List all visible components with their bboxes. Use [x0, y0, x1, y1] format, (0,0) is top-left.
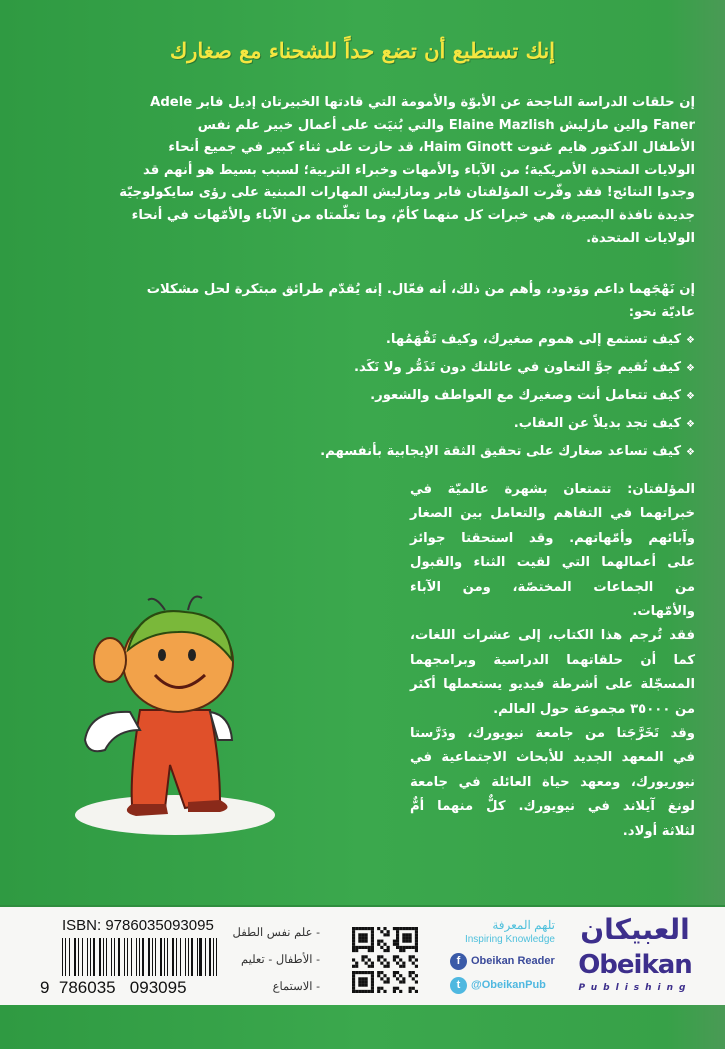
bullet-text: كيف تتعامل أنت وصغيرك مع العواطف والشعور. [370, 388, 682, 403]
text-line: المسجّلة على أشرطة فيديو يستعملها أكثر [410, 677, 695, 693]
barcode-bar [139, 938, 140, 976]
social-block [450, 917, 555, 994]
barcode-bar [191, 938, 192, 976]
text-line: وآبائهم وأمّهاتهم. وقد استحقتا جوائز [410, 530, 695, 546]
text-line: في المعهد الجديد للأبحاث الاجتماعية في [410, 750, 695, 766]
barcode-bar [160, 938, 161, 976]
barcode-bar [131, 938, 132, 976]
barcode-bar [209, 938, 210, 976]
footer-band [0, 905, 725, 1005]
barcode-bar [213, 938, 214, 976]
barcode-bar [82, 938, 83, 976]
bullet-item [75, 354, 695, 382]
bullet-icon: ❖ [686, 363, 695, 374]
cover-headline: إنك تستطيع أن تضع حداً للشحناء مع صغارك [169, 38, 556, 63]
barcode-bar [65, 938, 66, 976]
bullet-item [75, 410, 695, 438]
text-line: عاديّة نحو: [628, 304, 695, 320]
cartoon-child-illustration [70, 590, 285, 840]
bullet-text: كيف تُقيم جوَّ التعاون في عائلتك دون تَذَمُّر ولا نَكَد. [353, 360, 682, 375]
intro-paragraph [75, 92, 695, 250]
barcode-bar [148, 938, 149, 976]
text-line: الولايات المتحدة الأمريكية؛ من الآباء والأمهات وخبراء التربية؛ لسبب بسيط هو أنهم قد [142, 162, 695, 178]
text-line: الأطفال الدكتور هايم غنوت Haim Ginott، قد حازت على ثناء كبير في جميع أنحاء [168, 140, 695, 156]
bullet-list [75, 326, 695, 466]
authors-paragraph [410, 478, 695, 844]
barcode-bar [142, 938, 144, 976]
barcode-bar [74, 938, 76, 976]
barcode-bar [167, 938, 168, 976]
barcode-bar [93, 938, 94, 976]
bullet-icon: ❖ [686, 447, 695, 458]
barcode-bar [69, 938, 70, 976]
text-line: على أعمالهما التي لقيت الثناء والقبول [410, 555, 695, 571]
barcode-digits: 9 786035 093095 [40, 978, 187, 997]
text-line: Faner والين مازليش Elaine Mazlish والتي بُنيَت على أعمال خبير علم نفس [197, 117, 695, 133]
text-line: نيوريورك، ومعهد حياة العائلة في جامعة [410, 774, 695, 790]
text-line: كما أن حلقاتهما الدراسية وبرامجهما [410, 652, 695, 668]
tagline-arabic: تلهم المعرفة [492, 918, 555, 932]
bullet-item [75, 326, 695, 354]
obeikan-logo [575, 911, 695, 995]
text-line: جديدة نافذة البصيرة، هي خبرات كل منهما كأمّ، وما تعلّمتاه من الآباء والأمّهات في أنحاء [131, 207, 695, 223]
bullet-text: كيف تساعد صغارك على تحقيق الثقة الإيجابية بأنفسهم. [320, 444, 682, 459]
barcode-bar [118, 938, 120, 976]
text-line: فقد تُرجم هذا الكتاب، إلى عشرات اللغات، [410, 628, 695, 644]
bullet-icon: ❖ [686, 419, 695, 430]
bullet-text: كيف تجد بديلاً عن العقاب. [513, 416, 682, 431]
text-line: لثلاثة أولاد. [622, 823, 695, 839]
logo-english: Obeikan [578, 950, 692, 980]
barcode [62, 938, 220, 976]
barcode-bar [152, 938, 153, 976]
barcode-bar [99, 938, 101, 976]
text-line: من الجماعات المختصّة، ومن الآباء [410, 579, 695, 595]
text-line: المؤلفتان: تتمتعان بشهرة عالميّة في [410, 482, 695, 497]
text-line: وقد تَخَرَّجَتا من جامعة نيويورك، ودَرَّستا [410, 726, 695, 742]
text-line: لونغ آيلاند في نيويورك. كلٌّ منهما أمٌّ [410, 799, 695, 815]
barcode-bar [180, 938, 181, 976]
twitter-icon: t [450, 977, 467, 994]
barcode-bar [155, 938, 156, 976]
barcode-bar [62, 938, 63, 976]
barcode-bar [176, 938, 177, 976]
bullet-item [75, 438, 695, 466]
barcode-bar [136, 938, 137, 976]
barcode-bar [216, 938, 217, 976]
text-line: خبراتهما في التفاهم والتعامل بين الصغار [410, 506, 695, 522]
text-line: من ٣٥٠٠٠ مجموعة حول العالم. [493, 701, 695, 717]
text-line: والأمّهات. [632, 604, 695, 620]
bullet-icon: ❖ [686, 391, 695, 402]
category-item: - الأطفال - تعليم [240, 952, 320, 966]
barcode-bar [197, 938, 198, 976]
barcode-bar [199, 938, 201, 976]
logo-arabic: العبيكان [580, 913, 690, 946]
facebook-link[interactable] [450, 953, 555, 970]
barcode-bar [124, 938, 125, 976]
barcode-bar [103, 938, 104, 976]
text-line: إن نَهْجَهما داعم ووَدود، وأهم من ذلك، أنه فعّال. إنه يُقدّم طرائق مبتكرة لحل مشكلات [146, 282, 695, 297]
text-line: إن حلقات الدراسة الناجحة عن الأبوّة والأمومة التي قادتها الخبيرتان إديل فابر Adele [150, 95, 695, 110]
barcode-bar [106, 938, 107, 976]
bullet-icon: ❖ [686, 335, 695, 346]
facebook-handle: Obeikan Reader [471, 955, 555, 967]
barcode-bar [164, 938, 165, 976]
barcode-bar [188, 938, 189, 976]
barcode-bar [127, 938, 128, 976]
bullet-text: كيف تستمع إلى هموم صغيرك، وكيف تَفْهَمُها. [385, 332, 682, 347]
isbn-label: ISBN: 9786035093095 [62, 917, 214, 934]
barcode-bar [78, 938, 79, 976]
barcode-bar [90, 938, 91, 976]
approach-paragraph [75, 279, 695, 324]
barcode-bar [205, 938, 206, 976]
barcode-bar [111, 938, 112, 976]
text-line: الولايات المتحدة. [586, 230, 695, 246]
category-item: - الاستماع [272, 979, 320, 993]
facebook-icon: f [450, 953, 467, 970]
bullet-item [75, 382, 695, 410]
qr-code[interactable] [350, 927, 420, 993]
category-item: - علم نفس الطفل [232, 925, 320, 939]
text-line: وجدوا النتائج! فقد وفّرت المؤلفتان فابر ومازليش المهارات المبنية على رؤى سايكولوجيّة [119, 185, 695, 201]
logo-publishing: Publishing [578, 983, 692, 993]
category-list [232, 919, 320, 1000]
barcode-bar [114, 938, 115, 976]
twitter-handle: @ObeikanPub [471, 979, 546, 991]
barcode-bar [185, 938, 186, 976]
barcode-bar [87, 938, 88, 976]
barcode-bar [172, 938, 174, 976]
twitter-link[interactable] [450, 977, 555, 994]
tagline-english: Inspiring Knowledge [464, 934, 555, 945]
